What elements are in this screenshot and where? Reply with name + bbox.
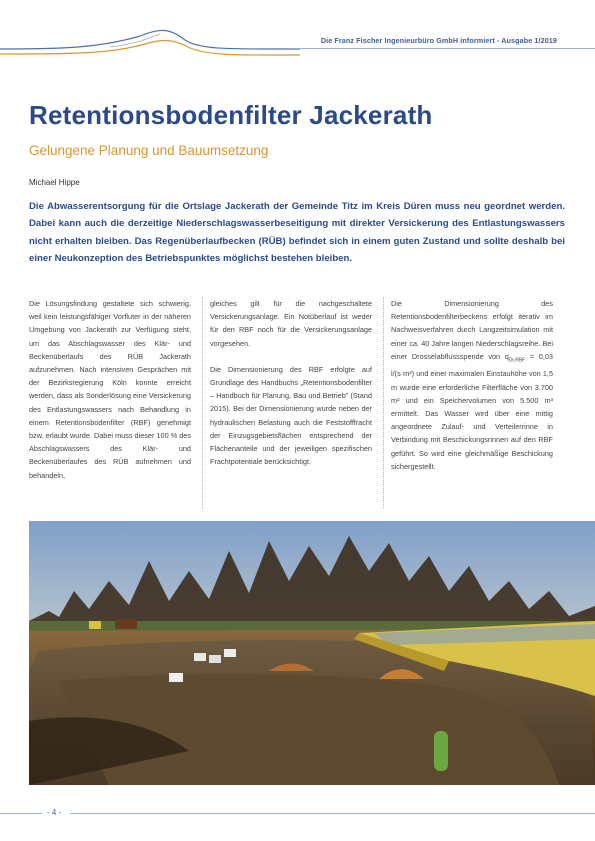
header-wave-logo	[0, 18, 300, 62]
header-rule	[290, 48, 595, 49]
article-author: Michael Hippe	[29, 178, 80, 187]
column-divider	[383, 297, 384, 509]
text-column-1	[29, 297, 191, 482]
column-2-paragraph-2: Die Dimensionierung des RBF erfolgte auf Grundlage des Handbuchs „Retentionsbodenfilter – Handbuch für Planung, Bau und Betrieb" (Stand 2015). Bei der Dimensionierung wurde neben der hydraulischen Belastung auch die Feststofffracht der Einzugsgebietsflächen entsprechend der Flächenanteile und der jeweiligen spezifischen Frachtpotentiale berücksichtigt.	[210, 364, 372, 467]
article-lead: Die Abwasserentsorgung für die Ortslage Jackerath der Gemeinde Titz im Kreis Düren muss neu geordnet werden. Dabei kann auch die derzeitige Niederschlagswasserbeseitigung mit direkter Versickerung des Entlastungswassers nicht erhalten bleiben. Das Regenüberlaufbecken (RÜB) befindet sich in einem guten Zustand und sollte deshalb bei einer Neukonzeption des Betriebspunktes möglichst bestehen bleiben.	[29, 201, 565, 265]
column-divider	[202, 297, 203, 509]
footer-rule	[0, 813, 42, 814]
text-column-3	[391, 297, 553, 473]
column-3-paragraph: Die Dimensionierung des Retentionsbodenfilterbeckens erfolgt iterativ im Nachweisverfahren durch Langzeitsimulation mit einer ca. 40 Jahre langen Niederschlagsreihe. Bei einer Drosselabflussspende von $q_{Dr,RBF} = 0,03$ l/(s·m²) und einer maximalen Einstauhöhe von 1,5 m wurde eine erforderliche Filterfläche von 3.700 m² und ein Speichervolumen von 5.500 m³ ermittelt. Das Wasser wird über eine mittig angeordnete Zulauf- und Verteilerrinne in Verbindung mit Beschickungsrinnen auf den RBF geführt. So wird eine gleichmäßige Beschickung sichergestellt.	[391, 299, 553, 471]
page-number: - 4 -	[47, 808, 62, 817]
construction-site-photo	[29, 521, 595, 785]
article-title: Retentionsbodenfilter Jackerath	[29, 100, 433, 130]
column-2-paragraph-1: gleiches gilt für die nachgeschaltete Versickerungsanlage. Ein Notüberlauf ist weder für den RBF noch für die Versickerungsanlage vorgesehen.	[210, 299, 372, 348]
article-subtitle: Gelungene Planung und Bauumsetzung	[29, 143, 269, 158]
publication-header: Die Franz Fischer Ingenieurbüro GmbH informiert - Ausgabe 1/2019	[320, 36, 557, 45]
footer-rule	[70, 813, 595, 814]
text-column-2	[210, 297, 372, 468]
column-1-paragraph: Die Lösungsfindung gestaltete sich schwierig, weil kein leistungsfähiger Vorfluter in der näheren Umgebung von Jackerath zur Verfügung steht, um das Abschlagswasser des Klär- und Beckenüberlaufs des RÜB Jackerath aufzunehmen. Nach intensiven Gesprächen mit der Bezirksregierung Köln konnte erreicht werden, dass als Sonderlösung eine Versickerung des Entlastungswassers nach Behandlung in einem Retentionsbodenfilter (RBF) genehmigt bzw. erlaubt wurde. Dabei muss dieser 100 % des Abschlagswassers des Klär- und Beckenüberlaufes des RÜB aufnehmen und behandeln,	[29, 299, 191, 480]
